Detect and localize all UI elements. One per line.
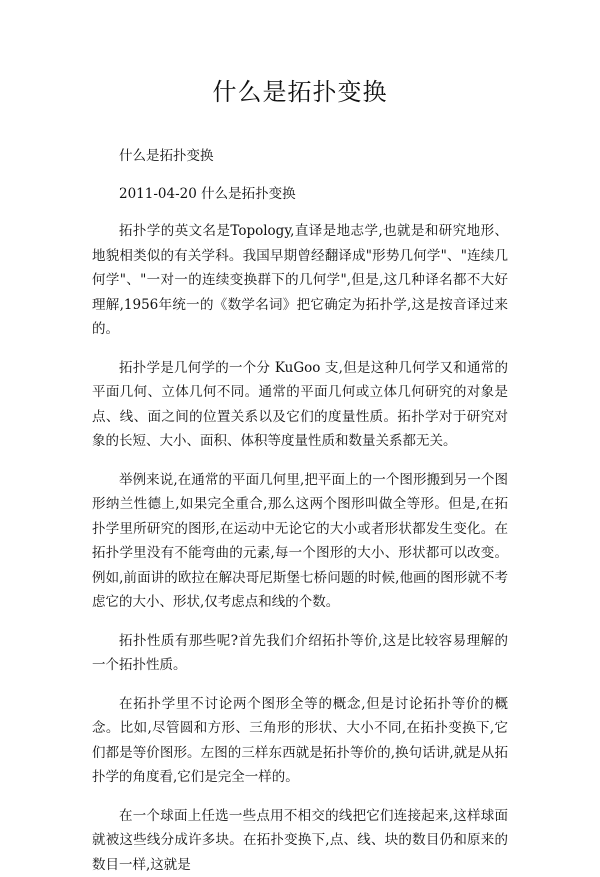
page-title: 什么是拓扑变换 <box>92 76 508 108</box>
article-dateline: 2011-04-20 什么是拓扑变换 <box>92 184 508 204</box>
paragraph-example: 举例来说,在通常的平面几何里,把平面上的一个图形搬到另一个图形纳兰性德上,如果完全重合,那么这两个图形叫做全等形。但是,在拓扑学里所研究的图形,在运动中无论它的大小或者形状都发生变化。在拓扑学里没有不能弯曲的元素,每一个图形的大小、形状都可以改变。例如,前面讲的欧拉在解决哥尼斯堡七桥问题的时候,他画的图形就不考虑它的大小、形状,仅考虑点和线的个数。 <box>92 468 508 615</box>
paragraph-equivalence: 在拓扑学里不讨论两个图形全等的概念,但是讨论拓扑等价的概念。比如,尽管圆和方形、三角形的形状、大小不同,在拓扑变换下,它们都是等价图形。左图的三样东西就是拓扑等价的,换句话讲,就是从拓扑学的角度看,它们是完全一样的。 <box>92 692 508 790</box>
article-subtitle: 什么是拓扑变换 <box>92 146 508 166</box>
paragraph-sphere: 在一个球面上任选一些点用不相交的线把它们连接起来,这样球面就被这些线分成许多块。在拓扑变换下,点、线、块的数目仍和原来的数目一样,这就是 <box>92 804 508 877</box>
paragraph-topology-name: 拓扑学的英文名是Topology,直译是地志学,也就是和研究地形、地貌相类似的有关学科。我国早期曾经翻译成"形势几何学"、"连续几何学"、"一对一的连续变换群下的几何学",但是,这几种译名都不大好理解,1956年统一的《数学名词》把它确定为拓扑学,这是按音译过来的。 <box>92 219 508 342</box>
paragraph-topology-definition: 拓扑学是几何学的一个分 KuGoo 支,但是这种几何学又和通常的平面几何、立体几何不同。通常的平面几何或立体几何研究的对象是点、线、面之间的位置关系以及它们的度量性质。拓扑学对于研究对象的长短、大小、面积、体积等度量性质和数量关系都无关。 <box>92 356 508 454</box>
paragraph-properties: 拓扑性质有那些呢?首先我们介绍拓扑等价,这是比较容易理解的一个拓扑性质。 <box>92 629 508 678</box>
